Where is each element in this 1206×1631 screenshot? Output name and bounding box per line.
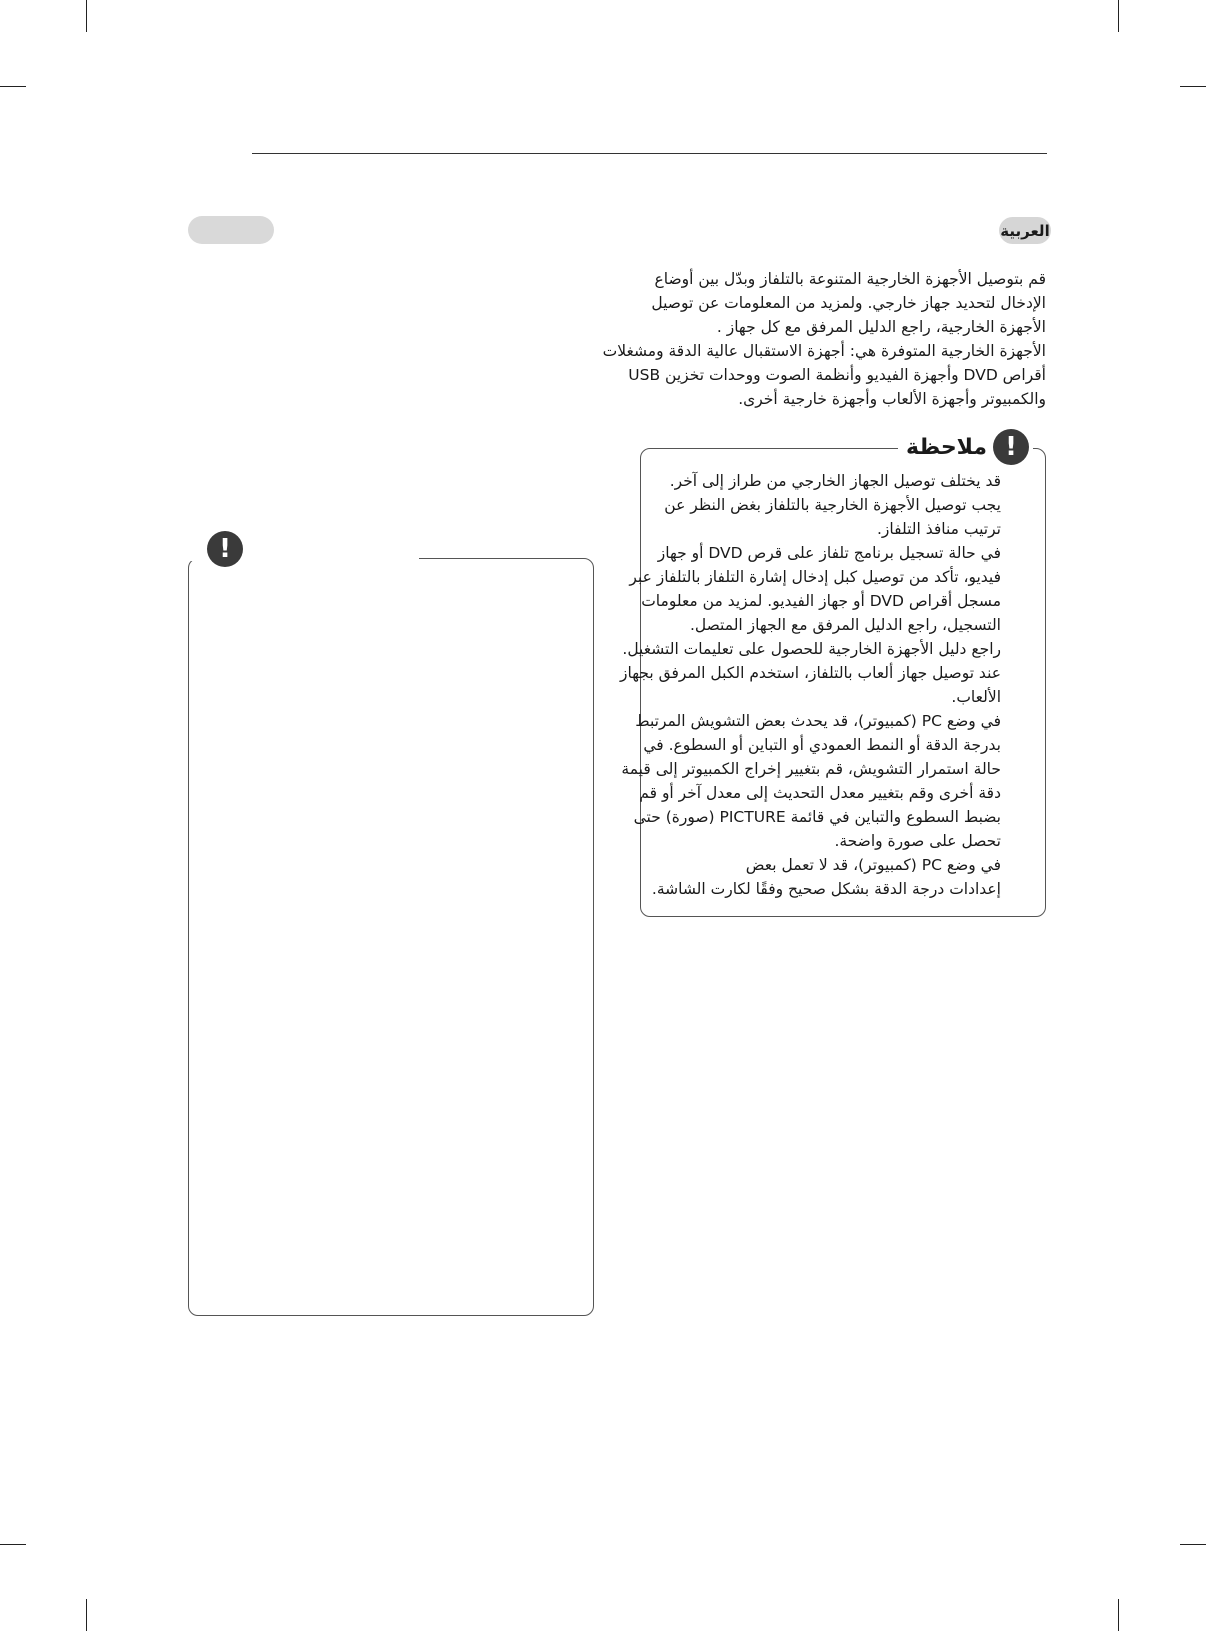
crop-mark	[1118, 0, 1119, 32]
note-line: فيديو، تأكد من توصيل كبل إدخال إشارة التلفاز بالتلفاز عبر	[629, 568, 1001, 586]
intro-line: الإدخال لتحديد جهاز خارجي. ولمزيد من المعلومات عن توصيل	[651, 294, 1046, 312]
crop-mark	[1180, 86, 1206, 87]
intro-line: الأجهزة الخارجية، راجع الدليل المرفق مع كل جهاز .	[716, 318, 1046, 336]
note-line: في حالة تسجيل برنامج تلفاز على قرص DVD أو جهاز	[657, 544, 1001, 562]
note-title: ملاحظة	[906, 434, 987, 460]
note-header	[898, 429, 1033, 465]
note-line: في وضع PC (كمبيوتر)، قد يحدث بعض التشويش المرتبط	[635, 712, 1001, 730]
intro-text	[602, 267, 1046, 411]
note-line: حالة استمرار التشويش، قم بتغيير إخراج الكمبيوتر إلى قيمة	[621, 760, 1001, 778]
crop-mark	[86, 0, 87, 32]
note-line: دقة أخرى وقم بتغيير معدل التحديث إلى معدل آخر أو قم	[639, 784, 1001, 802]
note-line: بدرجة الدقة أو النمط العمودي أو التباين أو السطوع. في	[643, 736, 1001, 754]
crop-mark	[0, 1544, 26, 1545]
intro-line: والكمبيوتر وأجهزة الألعاب وأجهزة خارجية أخرى.	[738, 390, 1046, 408]
note-line: في وضع PC (كمبيوتر)، قد لا تعمل بعض	[745, 856, 1001, 874]
note-line: عند توصيل جهاز ألعاب بالتلفاز، استخدم الكبل المرفق بجهاز	[619, 664, 1001, 682]
crop-mark	[1118, 1599, 1119, 1631]
empty-note-box	[188, 534, 594, 1316]
intro-line: أقراص DVD وأجهزة الفيديو وأنظمة الصوت ووحدات تخزين USB	[628, 366, 1046, 384]
header-rule	[252, 153, 1047, 154]
note-line: التسجيل، راجع الدليل المرفق مع الجهاز المتصل.	[689, 616, 1001, 634]
note-line: إعدادات درجة الدقة بشكل صحيح وفقًا لكارت الشاشة.	[651, 880, 1001, 898]
note-line: راجع دليل الأجهزة الخارجية للحصول على تعليمات التشغيل.	[622, 640, 1001, 658]
intro-line: الأجهزة الخارجية المتوفرة هي: أجهزة الاستقبال عالية الدقة ومشغلات	[602, 342, 1046, 360]
note-line: ترتيب منافذ التلفاز.	[877, 520, 1001, 538]
note-line: يجب توصيل الأجهزة الخارجية بالتلفاز بغض النظر عن	[664, 496, 1001, 514]
section-label: العربية	[999, 217, 1051, 244]
intro-line: قم بتوصيل الأجهزة الخارجية المتنوعة بالتلفاز وبدّل بين أوضاع	[654, 270, 1046, 288]
crop-mark	[86, 1599, 87, 1631]
note-line: قد يختلف توصيل الجهاز الخارجي من طراز إلى آخر.	[669, 472, 1001, 490]
crop-mark	[1180, 1544, 1206, 1545]
exclamation-icon: !	[207, 531, 243, 567]
note-list	[619, 469, 1001, 901]
crop-mark	[0, 86, 26, 87]
note-box	[619, 432, 1046, 917]
note-line: تحصل على صورة واضحة.	[834, 832, 1001, 850]
note-line: بضبط السطوع والتباين في قائمة PICTURE (صورة) حتى	[633, 808, 1001, 826]
note-line: الألعاب.	[951, 688, 1001, 706]
note-line: مسجل أقراص DVD أو جهاز الفيديو. لمزيد من معلومات	[641, 592, 1001, 610]
section-tab-placeholder	[188, 216, 274, 244]
exclamation-icon: !	[993, 429, 1029, 465]
